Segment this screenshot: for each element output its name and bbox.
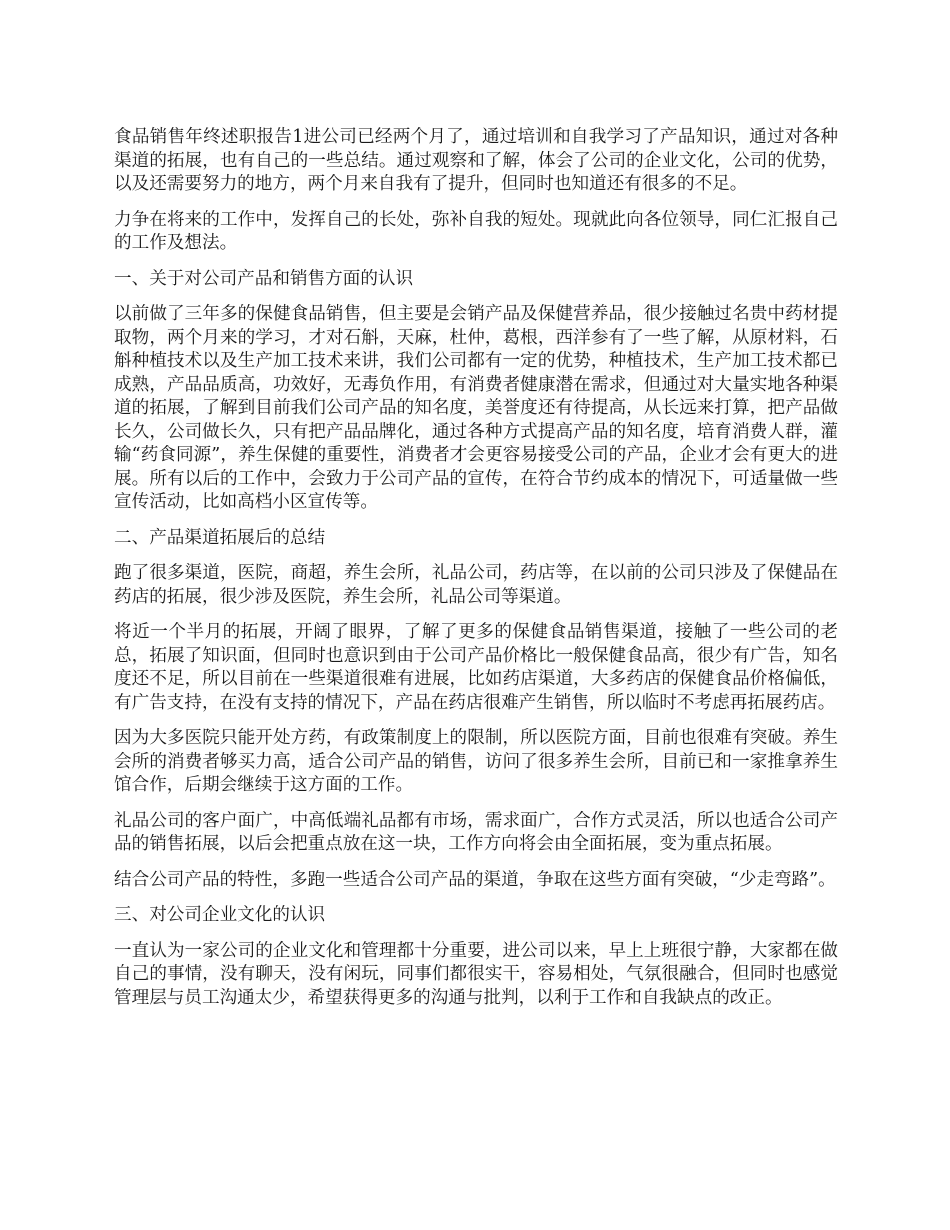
paragraph-section-2-c: 因为大多医院只能开处方药，有政策制度上的限制，所以医院方面，目前也很难有突破。养生会所的消费者够买力高，适合公司产品的销售，访问了很多养生会所，目前已和一家推拿养生馆合作，后期会继续于这方面的工作。 xyxy=(114,728,838,795)
section-heading-2: 二、产品渠道拓展后的总结 xyxy=(114,527,326,548)
section-heading-1: 一、关于对公司产品和销售方面的认识 xyxy=(114,268,414,289)
paragraph-section-2-e: 结合公司产品的特性，多跑一些适合公司产品的渠道，争取在这些方面有突破，“少走弯路”。 xyxy=(114,869,836,890)
paragraph-section-2-d: 礼品公司的客户面广，中高低端礼品都有市场，需求面广，合作方式灵活，所以也适合公司产品的销售拓展，以后会把重点放在这一块，工作方向将会由全面拓展，变为重点拓展。 xyxy=(114,810,838,854)
paragraph-section-2-a: 跑了很多渠道，医院，商超，养生会所，礼品公司，药店等，在以前的公司只涉及了保健品在药店的拓展，很少涉及医院，养生会所，礼品公司等渠道。 xyxy=(114,563,838,607)
paragraph-intro: 食品销售年终述职报告1进公司已经两个月了，通过培训和自我学习了产品知识，通过对各种渠道的拓展，也有自己的一些总结。通过观察和了解，体会了公司的企业文化，公司的优势，以及还需要努力的地方，两个月来自我有了提升，但同时也知道还有很多的不足。 xyxy=(114,127,838,194)
section-heading-3: 三、对公司企业文化的认识 xyxy=(114,905,326,925)
paragraph-intro-2: 力争在将来的工作中，发挥自己的长处，弥补自我的短处。现就此向各位领导，同仁汇报自己的工作及想法。 xyxy=(114,209,838,253)
paragraph-section-2-b: 将近一个半月的拓展，开阔了眼界，了解了更多的保健食品销售渠道，接触了一些公司的老总，拓展了知识面，但同时也意识到由于公司产品价格比一般保健食品高，很少有广告，知名度还不足，所以目前在一些渠道很难有进展，比如药店渠道，大多药店的保健食品价格偏低，有广告支持，在没有支持的情况下，产品在药店很难产生销售，所以临时不考虑再拓展药店。 xyxy=(114,622,838,713)
paragraph-section-1: 以前做了三年多的保健食品销售，但主要是会销产品及保健营养品，很少接触过名贵中药材提取物，两个月来的学习，才对石斛，天麻，杜仲，葛根，西洋参有了一些了解，从原材料，石斛种植技术以及生产加工技术来讲，我们公司都有一定的优势，种植技术，生产加工技术都已成熟，产品品质高，功效好，无毒负作用，有消费者健康潜在需求，但通过对大量实地各种渠道的拓展，了解到目前我们公司产品的知名度，美誉度还有待提高，从长远来打算，把产品做长久，公司做长久，只有把产品品牌化，通过各种方式提高产品的知名度，培育消费人群，灌输“药食同源”，养生保健的重要性，消费者才会更容易接受公司的产品，企业才会有更大的进展。所有以后的工作中，会致力于公司产品的宣传，在符合节约成本的情况下，可适量做一些宣传活动，比如高档小区宣传等。 xyxy=(114,304,838,512)
document-body xyxy=(114,126,838,1022)
paragraph-section-3: 一直认为一家公司的企业文化和管理都十分重要，进公司以来，早上上班很宁静，大家都在做自己的事情，没有聊天，没有闲玩，同事们都很实干，容易相处，气氛很融合，但同时也感觉管理层与员工沟通太少，希望获得更多的沟通与批判，以利于工作和自我缺点的改正。 xyxy=(114,940,838,1008)
